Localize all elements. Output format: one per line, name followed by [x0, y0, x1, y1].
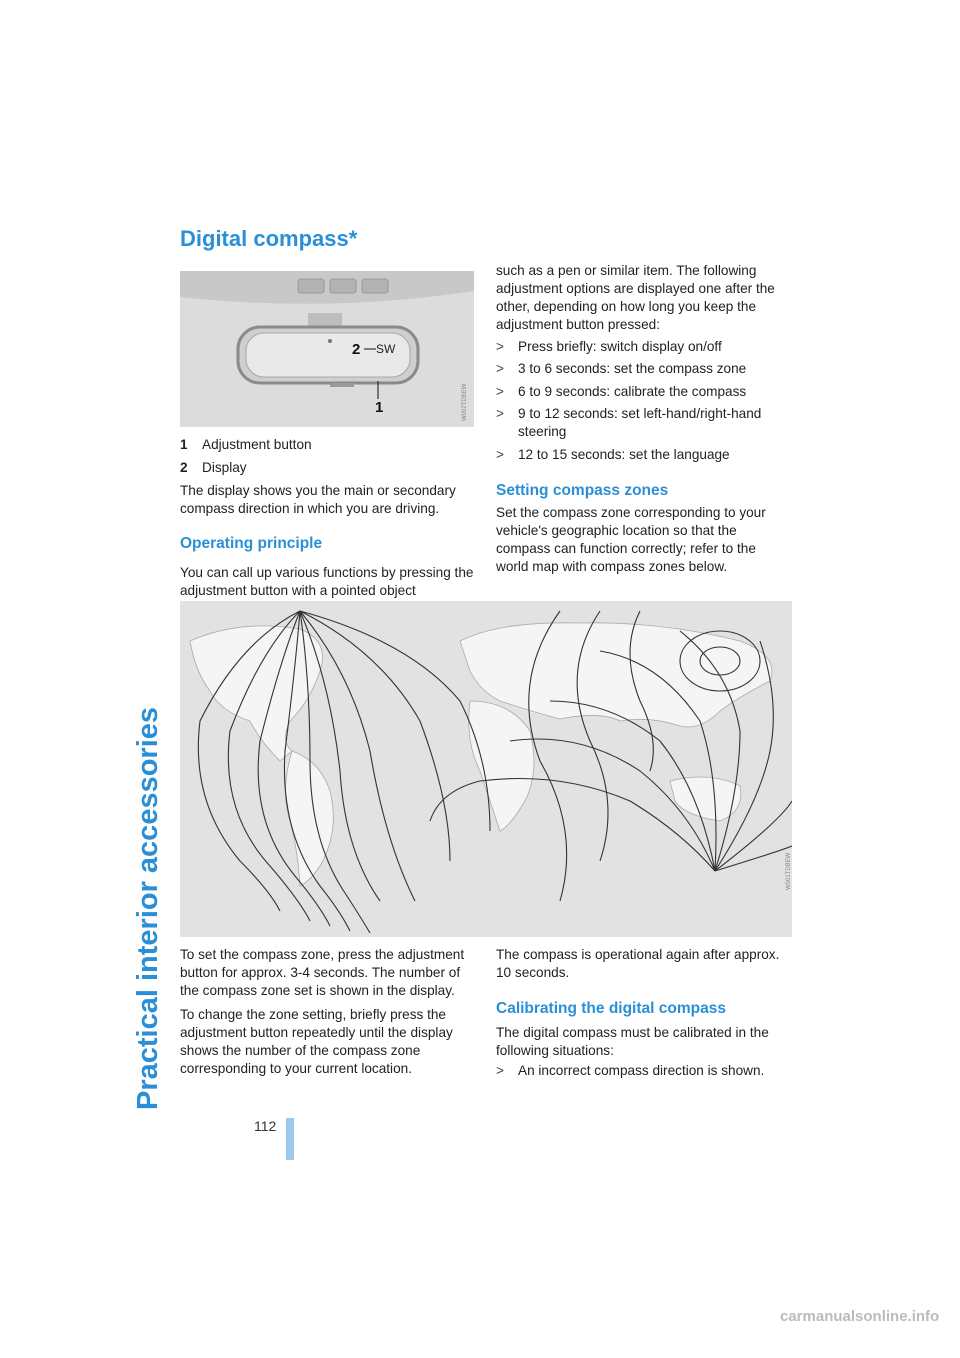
- calibrating-item: > An incorrect compass direction is shown.: [496, 1063, 765, 1078]
- section-title: Practical interior accessories: [132, 706, 164, 1110]
- figure-code: W002TDBEW: [462, 383, 468, 421]
- compass-zone-world-map: [180, 601, 792, 937]
- option-item: > 12 to 15 seconds: set the language: [496, 447, 730, 462]
- option-item: > 6 to 9 seconds: calibrate the compass: [496, 384, 747, 399]
- operating-text-continued: such as a pen or similar item. The following adjustment options are displayed one after the other, depending on how long you keep the adjustment button pressed:: [496, 263, 775, 332]
- change-zone-text: To change the zone setting, briefly press the adjustment button repeatedly until the display shows the number of the compass zone corresponding to your current location.: [180, 1007, 453, 1076]
- option-item: > 9 to 12 seconds: set left-hand/right-hand steering: [496, 406, 762, 439]
- operating-text: You can call up various functions by pressing the adjustment button with a pointed object: [180, 565, 474, 598]
- page-heading: Digital compass*: [180, 226, 358, 251]
- set-zone-text: To set the compass zone, press the adjustment button for approx. 3-4 seconds. The number of the compass zone set is shown in the display.: [180, 947, 465, 998]
- operating-heading: Operating principle: [180, 535, 323, 552]
- intro-text: The display shows you the main or secondary compass direction in which you are driving.: [180, 483, 456, 516]
- operational-text: The compass is operational again after approx. 10 seconds.: [496, 947, 780, 980]
- calibrating-text: The digital compass must be calibrated in the following situations:: [496, 1025, 769, 1058]
- map-figure-code: W001TDBEW: [786, 852, 792, 890]
- page-number: 112: [254, 1118, 277, 1134]
- legend-item-2: 2 Display: [180, 460, 247, 475]
- label-button-number: 1: [375, 399, 384, 416]
- option-item: > 3 to 6 seconds: set the compass zone: [496, 361, 747, 376]
- zones-text: Set the compass zone corresponding to your vehicle's geographic location so that the compass can function correctly; refer to the world map with compass zones below.: [496, 505, 766, 574]
- label-display-number: 2: [352, 341, 361, 358]
- calibrating-heading: Calibrating the digital compass: [496, 1000, 726, 1017]
- zones-heading: Setting compass zones: [496, 482, 669, 499]
- page-marker-bar: [286, 1118, 294, 1160]
- option-item: > Press briefly: switch display on/off: [496, 339, 722, 354]
- legend-item-1: 1 Adjustment button: [180, 437, 312, 452]
- display-direction-text: SW: [376, 342, 396, 356]
- watermark: carmanualsonline.info: [780, 1308, 940, 1325]
- rearview-mirror-illustration: [180, 271, 474, 427]
